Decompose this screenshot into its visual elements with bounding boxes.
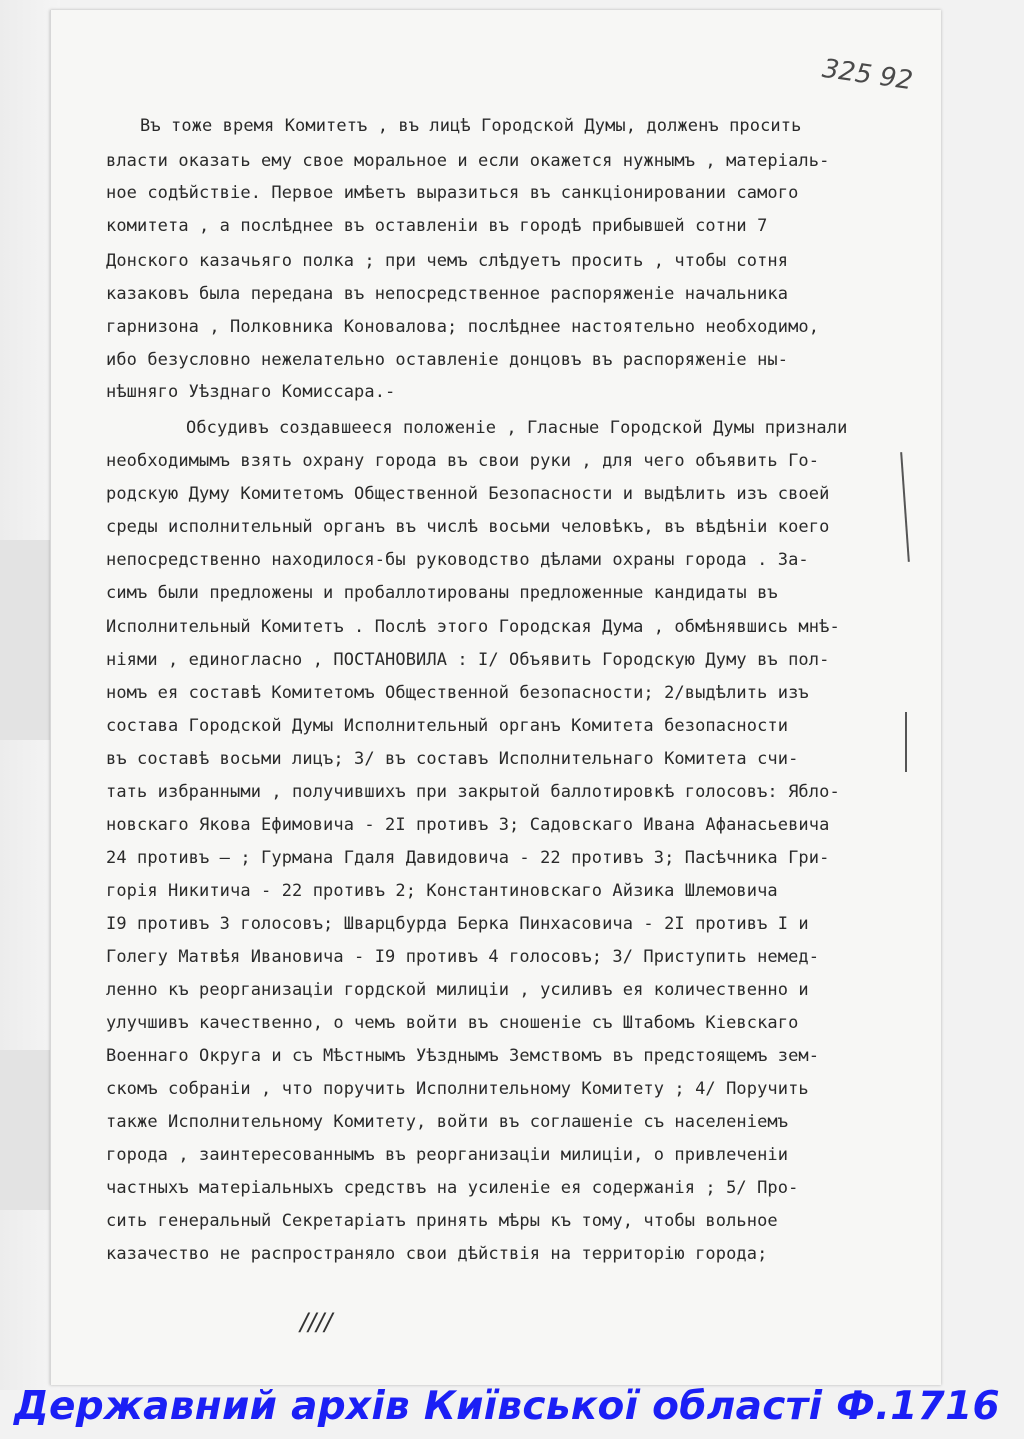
text-line: непосредственно находилося-бы руководство дѣлами охраны города . За- (106, 550, 809, 570)
text-line: нѣшняго Уѣзднаго Комиссара.- (106, 382, 396, 402)
text-line: симъ были предложены и пробаллотированы предложенные кандидаты въ (106, 583, 778, 603)
text-line: состава Городской Думы Исполнительный органъ Комитета безопасности (106, 716, 789, 736)
text-line: родскую Думу Комитетомъ Общественной Безопасности и выдѣлить изъ своей (106, 484, 830, 504)
text-line: города , заинтересованнымъ въ реорганизаціи милиціи, о привлеченіи (106, 1145, 789, 1165)
text-line: улучшивъ качественно, о чемъ войти въ сношеніе съ Штабомъ Кіевскаго (106, 1013, 799, 1033)
text-line: ное содѣйствіе. Первое имѣетъ выразиться въ санкціонировании самого (106, 183, 799, 203)
text-line: Донского казачьяго полка ; при чемъ слѣдуетъ просить , чтобы сотня (106, 251, 789, 271)
text-line: тать избранными , получившихъ при закрытой баллотировкѣ голосовъ: Ябло- (106, 782, 840, 802)
text-line: сить генеральный Секретаріатъ принять мѣры къ тому, чтобы вольное (106, 1211, 778, 1231)
text-line: Голегу Матвѣя Ивановича - I9 противъ 4 голосовъ; 3/ Приступить немед- (106, 947, 820, 967)
text-line: казаковъ была передана въ непосредственное распоряженіе начальника (106, 284, 789, 304)
text-line: новскаго Якова Ефимовича - 2I противъ 3; Садовскаго Ивана Афанасьевича (106, 815, 830, 835)
text-line: Военнаго Округа и съ Мѣстнымъ Уѣзднымъ Земствомъ въ предстоящемъ зем- (106, 1046, 820, 1066)
margin-bracket-mark (905, 712, 907, 772)
text-line: среды исполнительный органъ въ числѣ восьми человѣкъ, въ вѣдѣніи коего (106, 517, 830, 537)
binding-tab (0, 1050, 57, 1210)
text-line: Исполнительный Комитетъ . Послѣ этого Городская Дума , обмѣнявшись мнѣ- (106, 617, 840, 637)
text-line: необходимымъ взять охрану города въ свои руки , для чего объявить Го- (106, 451, 820, 471)
text-line: въ составѣ восьми лицъ; 3/ въ составъ Исполнительнаго Комитета счи- (106, 749, 799, 769)
text-line: комитета , а послѣднее въ оставленіи въ городѣ прибывшей сотни 7 (106, 216, 768, 236)
text-line: гарнизона , Полковника Коновалова; послѣднее настоятельно необходимо, (106, 317, 820, 337)
text-line: Въ тоже время Комитетъ , въ лицѣ Городской Думы, долженъ просить (140, 116, 802, 136)
text-line: частныхъ матеріальныхъ средствъ на усиленіе ея содержанія ; 5/ Про- (106, 1178, 799, 1198)
text-line: скомъ собраніи , что поручить Исполнительному Комитету ; 4/ Поручить (106, 1079, 809, 1099)
binding-tab (0, 540, 57, 740)
text-line: I9 противъ 3 голосовъ; Шварцбурда Берка Пинхасовича - 2I противъ I и (106, 914, 809, 934)
text-line: также Исполнительному Комитету, войти въ соглашеніе съ населеніемъ (106, 1112, 789, 1132)
text-line: горія Никитича - 22 противъ 2; Константиновскаго Айзика Шлемовича (106, 881, 778, 901)
text-line: ибо безусловно нежелательно оставленіе донцовъ въ распоряженіе ны- (106, 350, 789, 370)
handwritten-page-number: 325 92 (820, 53, 915, 97)
text-line: казачество не распространяло свои дѣйствія на территорію города; (106, 1244, 768, 1264)
end-slash-mark: //// (300, 1308, 333, 1336)
text-line: ніями , единогласно , ПОСТАНОВИЛА : I/ Объявить Городскую Думу въ пол- (106, 650, 830, 670)
text-line: номъ ея составѣ Комитетомъ Общественной безопасности; 2/выдѣлить изъ (106, 683, 809, 703)
text-line: Обсудивъ создавшееся положеніе , Гласные Городской Думы признали (186, 418, 848, 438)
text-line: власти оказать ему свое моральное и если окажется нужнымъ , матеріаль- (106, 151, 830, 171)
text-line: 24 противъ ‒ ; Гурмана Гдаля Давидовича - 22 противъ 3; Пасѣчника Гри- (106, 848, 830, 868)
text-line: ленно къ реорганизаціи гордской милиціи , усиливъ ея количественно и (106, 980, 809, 1000)
archive-caption: Державний архів Київської області Ф.1716 (14, 1384, 1000, 1429)
